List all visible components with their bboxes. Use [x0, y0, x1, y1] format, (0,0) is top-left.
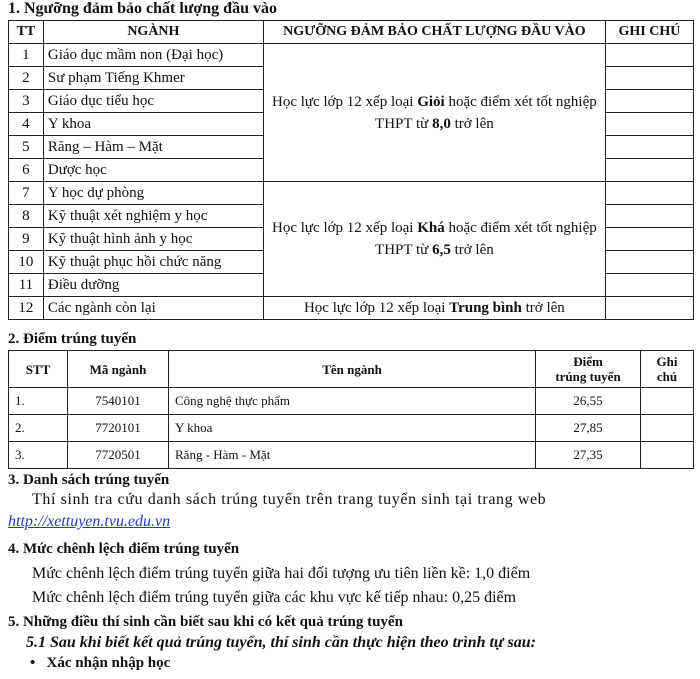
row-note	[605, 113, 693, 136]
row-note	[605, 182, 693, 205]
row-name: Giáo dục mầm non (Đại học)	[43, 44, 263, 67]
row-note	[605, 274, 693, 297]
row-tt: 6	[9, 159, 44, 182]
header-ghi-chu: Ghi chú	[641, 351, 694, 388]
header-stt: STT	[9, 351, 68, 388]
section-1-title: 1. Ngưỡng đảm bảo chất lượng đầu vào	[8, 0, 277, 17]
header-nganh: NGÀNH	[43, 21, 263, 44]
header-ten-nganh: Tên ngành	[169, 351, 536, 388]
row-diem: 26,55	[536, 388, 641, 415]
table-row	[9, 388, 694, 415]
row-ma: 7720101	[68, 415, 169, 442]
row-note	[605, 228, 693, 251]
condition-trungbinh: Học lực lớp 12 xếp loại Trung bình trở lên	[263, 297, 605, 320]
row-tt: 12	[9, 297, 44, 320]
row-tt: 11	[9, 274, 44, 297]
row-note	[641, 415, 694, 442]
row-tt: 9	[9, 228, 44, 251]
row-name: Điều dưỡng	[43, 274, 263, 297]
row-name: Sư phạm Tiếng Khmer	[43, 67, 263, 90]
admission-score-table	[8, 350, 694, 469]
row-name: Răng – Hàm – Mặt	[43, 136, 263, 159]
row-diem: 27,85	[536, 415, 641, 442]
section-3-title: 3. Danh sách trúng tuyển	[8, 472, 170, 488]
row-note	[605, 251, 693, 274]
row-ten: Y khoa	[169, 415, 536, 442]
header-ghichu: GHI CHÚ	[605, 21, 693, 44]
section-5-1-subtitle: 5.1 Sau khi biết kết quả trúng tuyển, thí sinh cần thực hiện theo trình tự sau:	[26, 634, 536, 651]
row-name: Kỹ thuật phục hồi chức năng	[43, 251, 263, 274]
row-tt: 5	[9, 136, 44, 159]
section-4-line-1: Mức chênh lệch điểm trúng tuyển giữa hai đối tượng ưu tiên liền kề: 1,0 điểm	[32, 565, 531, 582]
header-ma-nganh: Mã ngành	[68, 351, 169, 388]
table-header-row	[9, 21, 694, 44]
row-note	[605, 90, 693, 113]
condition-gioi: Học lực lớp 12 xếp loại Giỏi hoặc điểm xét tốt nghiệp THPT từ 8,0 trở lên	[263, 44, 605, 182]
bullet-icon: •	[30, 655, 36, 671]
row-note	[605, 44, 693, 67]
bullet-item	[30, 655, 170, 672]
row-stt: 1.	[9, 388, 68, 415]
quality-threshold-table	[8, 20, 694, 320]
row-name: Kỹ thuật hình ảnh y học	[43, 228, 263, 251]
section-3-text: Thí sinh tra cứu danh sách trúng tuyển trên trang tuyển sinh tại trang web	[32, 491, 547, 508]
section-2-title: 2. Điểm trúng tuyển	[8, 331, 137, 347]
row-note	[605, 297, 693, 320]
condition-kha: Học lực lớp 12 xếp loại Khá hoặc điểm xét tốt nghiệp THPT từ 6,5 trở lên	[263, 182, 605, 297]
table-row	[9, 182, 694, 205]
table-row	[9, 44, 694, 67]
header-nguong: NGƯỠNG ĐẢM BẢO CHẤT LƯỢNG ĐẦU VÀO	[263, 21, 605, 44]
row-tt: 8	[9, 205, 44, 228]
row-tt: 10	[9, 251, 44, 274]
section-4-line-2: Mức chênh lệch điểm trúng tuyển giữa các khu vực kế tiếp nhau: 0,25 điểm	[32, 589, 517, 606]
row-ten: Răng - Hàm - Mặt	[169, 442, 536, 469]
bullet-text: Xác nhận nhập học	[46, 655, 171, 671]
row-note	[641, 442, 694, 469]
row-name: Y khoa	[43, 113, 263, 136]
row-diem: 27,35	[536, 442, 641, 469]
row-name: Kỹ thuật xét nghiệm y học	[43, 205, 263, 228]
table-row	[9, 442, 694, 469]
row-tt: 1	[9, 44, 44, 67]
row-note	[605, 205, 693, 228]
row-name: Giáo dục tiểu học	[43, 90, 263, 113]
row-note	[605, 136, 693, 159]
row-tt: 2	[9, 67, 44, 90]
row-note	[605, 159, 693, 182]
row-note	[641, 388, 694, 415]
section-4-title: 4. Mức chênh lệch điểm trúng tuyển	[8, 541, 240, 557]
row-ma: 7540101	[68, 388, 169, 415]
table-row	[9, 415, 694, 442]
header-tt: TT	[9, 21, 44, 44]
row-name: Các ngành còn lại	[43, 297, 263, 320]
table-row	[9, 297, 694, 320]
row-stt: 2.	[9, 415, 68, 442]
table-header-row	[9, 351, 694, 388]
row-name: Y học dự phòng	[43, 182, 263, 205]
row-name: Dược học	[43, 159, 263, 182]
row-stt: 3.	[9, 442, 68, 469]
row-ten: Công nghệ thực phẩm	[169, 388, 536, 415]
row-ma: 7720501	[68, 442, 169, 469]
admission-website-link[interactable]: http://xettuyen.tvu.edu.vn	[8, 513, 171, 530]
row-note	[605, 67, 693, 90]
header-diem: Điểm trúng tuyển	[536, 351, 641, 388]
row-tt: 7	[9, 182, 44, 205]
row-tt: 4	[9, 113, 44, 136]
row-tt: 3	[9, 90, 44, 113]
section-5-title: 5. Những điều thí sinh cần biết sau khi có kết quả trúng tuyển	[8, 614, 403, 630]
